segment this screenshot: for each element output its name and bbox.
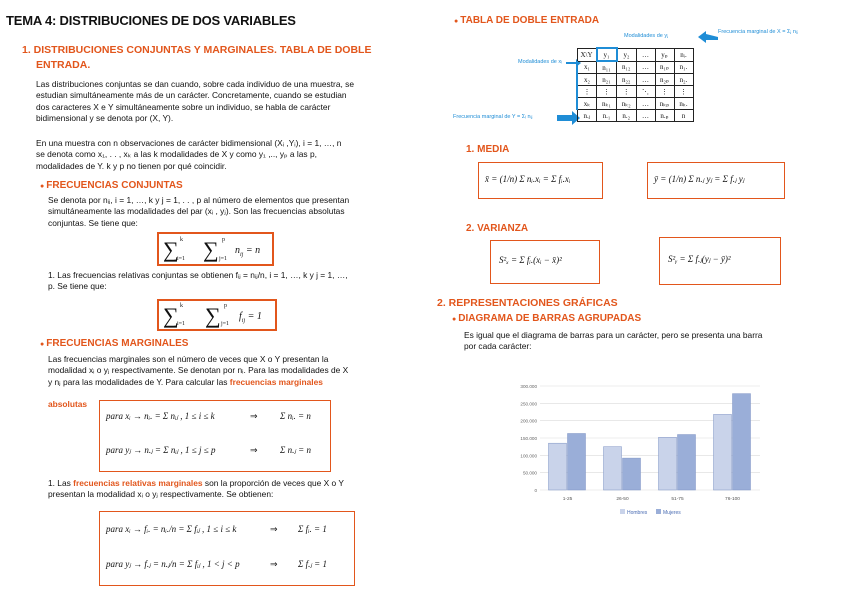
varianza-heading: 2. VARIANZA	[466, 223, 529, 234]
table-header-cell: yₚ	[655, 48, 674, 61]
fm-abs-row1-right: Σ nᵢ. = n	[280, 411, 311, 421]
fm-absolute-formula-box	[99, 400, 331, 472]
arrow-icon: ⇒	[270, 524, 278, 534]
varianza-x-formula	[490, 240, 600, 284]
table-cell: x₂	[577, 74, 597, 86]
barras-heading	[452, 313, 641, 324]
section1-heading-line1: 1. DISTRIBUCIONES CONJUNTAS Y MARGINALES. TABLA DE DOBLE	[22, 44, 372, 56]
y-tick-label: 50.000	[522, 470, 537, 476]
fc-relative-paragraph	[48, 270, 423, 293]
y-tick-label: 300.000	[520, 384, 537, 389]
section2-heading: 2. REPRESENTACIONES GRÁFICAS	[437, 297, 618, 309]
bullet-icon: ●	[452, 316, 457, 323]
fc-line: conjuntas. Se tiene que:	[48, 217, 138, 228]
y-tick-label: 250.000	[520, 401, 537, 407]
fm-line: y nⱼ para las modalidades de Y. Para calcular las	[48, 376, 230, 387]
fm-rel-line2: presentan la modalidad xᵢ o yⱼ respectivamente. Se obtienen:	[48, 489, 274, 500]
fm-rel-post: son la proporción de veces que X o Y	[202, 478, 344, 488]
fm-highlight: frecuencias marginales	[229, 376, 323, 387]
sigma-icon: ∑	[163, 237, 179, 262]
fm-line: Las frecuencias marginales son el número de veces que X o Y presentan la	[48, 354, 329, 364]
fm-rel-highlight: frecuencias relativas marginales	[73, 478, 203, 488]
media-x-formula	[478, 162, 603, 199]
bullet-icon: ●	[454, 18, 459, 25]
table-cell: ⋱	[636, 86, 655, 98]
fc-formula2-result: = 1	[247, 311, 262, 322]
table-label-right: Frecuencia marginal de X = Σⱼ nᵢⱼ	[718, 29, 798, 35]
bullet-icon: ●	[40, 183, 45, 190]
table-cell: …	[636, 110, 655, 122]
y-tick-label: 150.000	[520, 436, 537, 441]
fm-heading	[40, 338, 188, 349]
table-cell: nₖ₁	[597, 98, 617, 110]
media-heading: 1. MEDIA	[466, 144, 510, 155]
table-cell: …	[636, 74, 655, 86]
observations-paragraph	[36, 138, 421, 172]
table-header-cell: y₁	[597, 48, 617, 61]
obs-line: se denota como x₁, . . , xₖ a las k modalidades de X y como y₁ ,.., yₚ a las p,	[36, 149, 317, 160]
fm-relative-paragraph	[48, 478, 428, 501]
table-label-left: Modalidades de xᵢ	[518, 59, 562, 65]
fc-heading-text: FRECUENCIAS CONJUNTAS	[46, 180, 183, 191]
section1-heading-line2: ENTRADA.	[36, 59, 91, 71]
table-cell: xₖ	[577, 98, 597, 110]
media-y-formula	[647, 162, 785, 199]
grouped-bar-chart	[500, 378, 770, 526]
table-header-cell: X\Y	[577, 48, 597, 61]
fm-line: modalidad xᵢ o yⱼ respectivamente. Se denotan por nᵢ. Para las modalidades de X	[48, 365, 349, 376]
table-label-top: Modalidades de yⱼ	[624, 33, 669, 39]
fc-heading	[40, 180, 183, 191]
table-cell: n₂₂	[617, 74, 637, 86]
fc-line: Se denota por nᵢⱼ, i = 1, …, k y j = 1, . . , p al número de elementos que presentan	[48, 195, 350, 205]
fm-rel-pre: 1. Las	[48, 478, 74, 488]
intro-line: Las distribuciones conjuntas se dan cuando, sobre cada individuo de una muestra, se	[36, 79, 354, 89]
x-tick-label: 51-75	[671, 497, 684, 502]
fm-relative-formula-box	[99, 511, 355, 586]
x-tick-label: 1-25	[562, 497, 573, 502]
intro-line: bidimensional y se denota por (X, Y).	[36, 113, 174, 124]
section1-heading	[22, 44, 371, 71]
table-cell: ⋮	[655, 86, 674, 98]
fm-rel-row1-right: Σ fᵢ. = 1	[298, 524, 327, 534]
table-cell: ⋮	[597, 86, 617, 98]
varianza-x-text: S²ₓ = Σ fᵢ.(xᵢ − x̄)²	[499, 255, 562, 265]
fc-line: simultáneamente las modalidades del par (xᵢ , yⱼ). Son las frecuencias absolutas	[48, 206, 345, 217]
fm-highlight-absolutas: absolutas	[48, 399, 88, 409]
fm-rel-row2-left: para yⱼ → f.ⱼ = n.ⱼ/n = Σ fᵢⱼ , 1 < j < p	[106, 559, 240, 569]
fc-formula1-result: = n	[245, 245, 261, 256]
intro-line: estudian simultáneamente más de un carácter. Concretamente, cuando se estudian	[36, 90, 347, 101]
table-cell: nₖ₂	[617, 98, 637, 110]
table-cell: …	[636, 61, 655, 74]
sigma-icon: ∑	[203, 237, 219, 262]
fc-paragraph	[48, 195, 423, 229]
barras-heading-text: DIAGRAMA DE BARRAS AGRUPADAS	[458, 313, 642, 324]
table-header-cell: …	[636, 48, 655, 61]
x-tick-label: 26-50	[616, 497, 629, 502]
table-cell: n₂ₚ	[655, 74, 674, 86]
table-header-cell: nᵢ.	[674, 48, 693, 61]
table-cell: n.₁	[597, 110, 617, 122]
table-cell: n.ₚ	[655, 110, 674, 122]
barras-line: Es igual que el diagrama de barras para un carácter, pero se presenta una barra	[464, 330, 763, 340]
table-cell: n₁.	[674, 61, 693, 74]
table-cell: n.₂	[617, 110, 637, 122]
fm-rel-row1-left: para xᵢ → fᵢ. = nᵢ./n = Σ fᵢⱼ , 1 ≤ i ≤ k	[106, 524, 237, 534]
table-cell: n₁₂	[617, 61, 637, 74]
fm-heading-text: FRECUENCIAS MARGINALES	[46, 338, 189, 349]
legend-swatch	[656, 509, 661, 514]
arrow-left-icon	[698, 31, 718, 43]
fc-rel-line: 1. Las frecuencias relativas conjuntas se obtienen fᵢⱼ = nᵢⱼ/n, i = 1, …, k y j = 1, …,	[48, 270, 348, 280]
fm-paragraph	[48, 354, 428, 388]
arrow-icon: ⇒	[270, 559, 278, 569]
table-cell: ⋮	[577, 86, 597, 98]
table-label-bottom: Frecuencia marginal de Y = Σᵢ nᵢⱼ	[453, 114, 533, 120]
fm-abs-row2-right: Σ n.ⱼ = n	[280, 445, 311, 455]
table-cell: n.ⱼ	[577, 110, 597, 122]
y-tick-label: 0	[534, 488, 537, 493]
media-y-text: ȳ = (1/n) Σ n.ⱼ yⱼ = Σ f.ⱼ yⱼ	[654, 174, 745, 184]
page-title: TEMA 4: DISTRIBUCIONES DE DOS VARIABLES	[6, 13, 296, 28]
y-tick-label: 200.000	[520, 418, 537, 424]
x-tick-label: 76-100	[725, 497, 740, 502]
bar-mujeres	[568, 433, 586, 490]
bar-hombres	[604, 447, 622, 490]
fc-rel-line: p. Se tiene que:	[48, 281, 107, 292]
bar-mujeres	[623, 458, 641, 490]
barras-line: por cada carácter:	[464, 341, 532, 352]
table-header-cell: y₂	[617, 48, 637, 61]
legend-label: Mujeres	[663, 510, 681, 516]
sigma-icon: ∑	[205, 303, 221, 328]
arrow-icon: ⇒	[250, 411, 258, 421]
table-cell: nₖ.	[674, 98, 693, 110]
double-entry-table-grid	[576, 47, 694, 122]
sigma-icon: ∑	[163, 303, 179, 328]
bar-mujeres	[678, 435, 696, 490]
bar-mujeres	[733, 394, 751, 490]
fm-rel-row2-right: Σ f.ⱼ = 1	[298, 559, 327, 569]
varianza-y-text: S²ᵧ = Σ f.ⱼ(yⱼ − ȳ)²	[668, 254, 731, 264]
table-cell: n₂₁	[597, 74, 617, 86]
barras-paragraph	[464, 330, 834, 353]
intro-line: dos caracteres X e Y simultáneamente sobre un individuo, se habla de carácter	[36, 101, 331, 112]
fm-abs-row1-left: para xᵢ → nᵢ. = Σ nᵢⱼ , 1 ≤ i ≤ k	[106, 411, 215, 421]
legend-label: Hombres	[627, 510, 648, 516]
double-entry-table	[576, 47, 694, 122]
obs-line: modalidades de Y. k y p no tienen por qué coincidir.	[36, 160, 227, 171]
fc-relative-sum-formula: ∑ k i=1 ∑ p j=1 $f_{ij} = 1$	[157, 299, 277, 331]
y-tick-label: 100.000	[520, 453, 537, 459]
obs-line: En una muestra con n observaciones de carácter bidimensional (Xᵢ ,Yᵢ), i = 1, …, n	[36, 138, 342, 148]
table-cell: n₁ₚ	[655, 61, 674, 74]
table-cell: n₁₁	[597, 61, 617, 74]
varianza-y-formula	[659, 237, 781, 285]
bar-hombres	[714, 414, 732, 490]
intro-paragraph	[36, 79, 421, 125]
fc-absolute-sum-formula: ∑ k i=1 ∑ p j=1 $n_{ij} = n$	[157, 232, 274, 266]
tabla-heading-text: TABLA DE DOBLE ENTRADA	[460, 15, 600, 26]
media-x-text: x̄ = (1/n) Σ nᵢ.xᵢ = Σ fᵢ.xᵢ	[485, 174, 571, 184]
legend-swatch	[620, 509, 625, 514]
bullet-icon: ●	[40, 341, 45, 348]
table-cell: ⋮	[617, 86, 637, 98]
table-cell: …	[636, 98, 655, 110]
table-cell: n₂.	[674, 74, 693, 86]
bar-hombres	[659, 437, 677, 490]
arrow-icon: ⇒	[250, 445, 258, 455]
fm-abs-row2-left: para yⱼ → n.ⱼ = Σ nᵢⱼ , 1 ≤ j ≤ p	[106, 445, 216, 455]
bar-hombres	[549, 443, 567, 490]
table-cell: nₖₚ	[655, 98, 674, 110]
table-cell: x₁	[577, 61, 597, 74]
table-cell: ⋮	[674, 86, 693, 98]
table-cell: n	[674, 110, 693, 122]
